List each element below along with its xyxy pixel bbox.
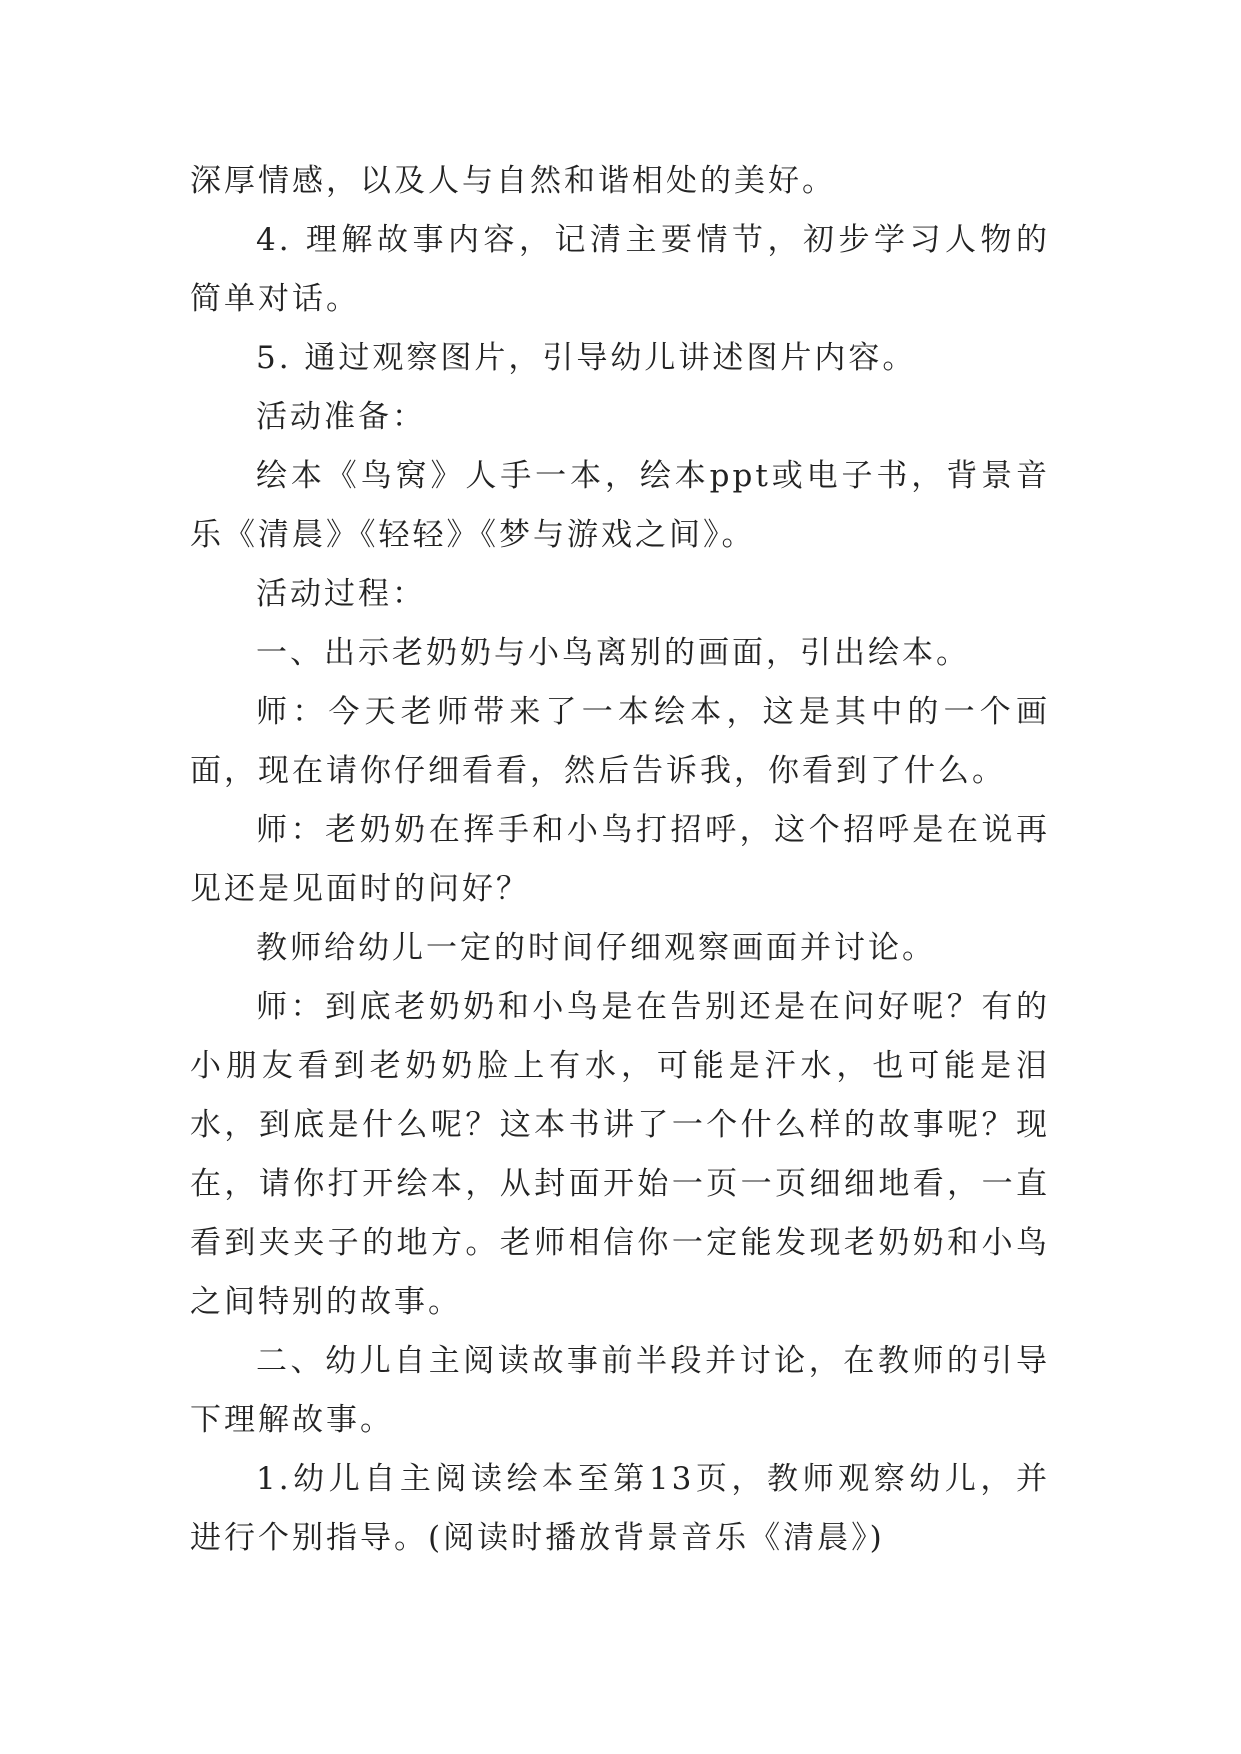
paragraph: 师：今天老师带来了一本绘本，这是其中的一个画面，现在请你仔细看看，然后告诉我，你看到了什么。 <box>190 694 1050 789</box>
paragraph: 1.幼儿自主阅读绘本至第13页，教师观察幼儿，并进行个别指导。(阅读时播放背景音乐《清晨》) <box>190 1461 1050 1556</box>
paragraph: 5. 通过观察图片，引导幼儿讲述图片内容。 <box>256 340 917 376</box>
step-heading: 一、出示老奶奶与小鸟离别的画面，引出绘本。 <box>256 635 970 671</box>
section-heading: 活动过程： <box>256 576 426 612</box>
paragraph: 深厚情感，以及人与自然和谐相处的美好。 <box>190 163 836 199</box>
paragraph: 师：到底老奶奶和小鸟是在告别还是在问好呢？有的小朋友看到老奶奶脸上有水，可能是汗水，也可能是泪水，到底是什么呢？这本书讲了一个什么样的故事呢？现在，请你打开绘本，从封面开始一页一页细细地看，一直看到夹夹子的地方。老师相信你一定能发现老奶奶和小鸟之间特别的故事。 <box>190 989 1050 1320</box>
document-body <box>190 152 1050 1568</box>
paragraph: 绘本《鸟窝》人手一本，绘本ppt或电子书，背景音乐《清晨》《轻轻》《梦与游戏之间》。 <box>190 458 1050 553</box>
paragraph: 师：老奶奶在挥手和小鸟打招呼，这个招呼是在说再见还是见面时的问好？ <box>190 812 1050 907</box>
paragraph: 教师给幼儿一定的时间仔细观察画面并讨论。 <box>256 930 936 966</box>
step-heading: 二、幼儿自主阅读故事前半段并讨论，在教师的引导下理解故事。 <box>190 1343 1050 1438</box>
section-heading: 活动准备： <box>256 399 426 435</box>
paragraph: 4. 理解故事内容，记清主要情节，初步学习人物的简单对话。 <box>190 222 1050 317</box>
